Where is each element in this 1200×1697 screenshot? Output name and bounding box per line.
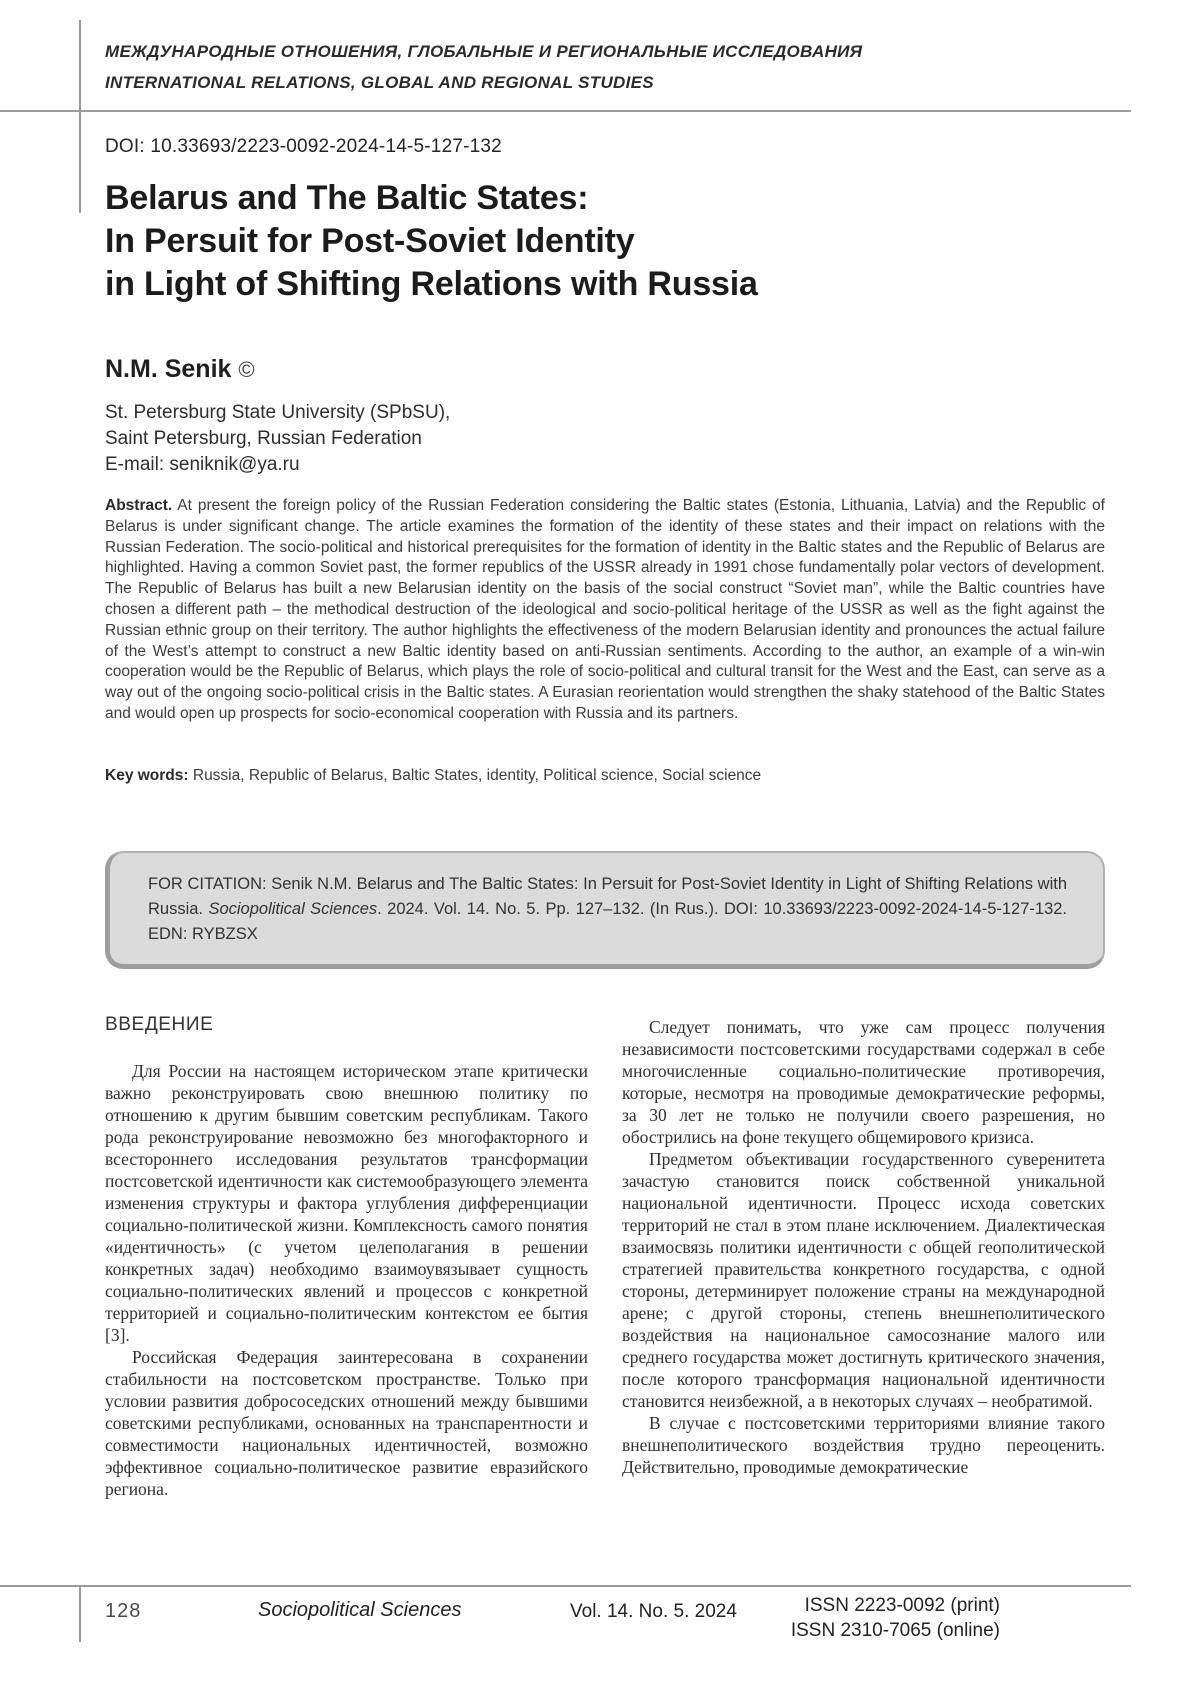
keywords-block bbox=[105, 767, 1105, 785]
article-title-line2: In Persuit for Post-Soviet Identity bbox=[105, 222, 635, 260]
introduction-heading: ВВЕДЕНИЕ bbox=[105, 1014, 214, 1035]
article-title-line1: Belarus and The Baltic States: bbox=[105, 179, 589, 217]
abstract-text: At present the foreign policy of the Russian Federation considering the Baltic states (Estonia, Lithuania, Latvia) and the Republic of Belarus is under significant change. The article examines the formation of the identity of these states and their impact on relations with the Russian Federation. The socio-political and historical prerequisites for the formation of identity in the Baltic states and the Republic of Belarus are highlighted. Having a common Soviet past, the former republics of the USSR already in 1991 chose fundamentally polar vectors of development. The Republic of Belarus has built a new Belarusian identity on the basis of the social construct “Soviet man”, while the Baltic countries have chosen a different path – the methodical destruction of the ideological and socio-political heritage of the USSR as well as the fight against the Russian ethnic group on their territory. The author highlights the effectiveness of the modern Belarusian identity and pronounces the actual failure of the West’s attempt to construct a new Baltic identity based on anti-Russian sentiments. According to the author, an example of a win-win cooperation would be the Republic of Belarus, which plays the role of socio-political and cultural transit for the West and the East, can serve as a way out of the ongoing socio-political crisis in the Baltic states. A Eurasian reorientation would strengthen the shaky statehood of the Baltic States and would open up prospects for socio-economical cooperation with Russia and its partners. bbox=[105, 497, 1105, 722]
body-paragraph: В случае с постсоветскими территориями влияние такого внешнеполитического воздействия трудно переоценить. Действительно, проводимые демократические bbox=[622, 1413, 1105, 1477]
footer-volume-info: Vol. 14. No. 5. 2024 bbox=[570, 1601, 737, 1622]
citation-journal-name: Sociopolitical Sciences bbox=[208, 900, 378, 918]
author-name bbox=[105, 355, 255, 384]
for-citation-box bbox=[105, 851, 1105, 969]
keywords-label: Key words: bbox=[105, 767, 189, 784]
header-vertical-rule bbox=[79, 20, 81, 213]
body-paragraph: Следует понимать, что уже сам процесс получения независимости постсоветскими государствами содержал в себе многочисленные социально-политические противоречия, которые, несмотря на проводимые демократические реформы, за 30 лет не только не получили своего разрешения, но обострились на фоне текущего общемирового кризиса. bbox=[622, 1017, 1105, 1147]
keywords-text: Russia, Republic of Belarus, Baltic States, identity, Political science, Social science bbox=[188, 767, 762, 784]
header-horizontal-rule bbox=[0, 110, 1131, 112]
body-paragraph: Предметом объективации государственного суверенитета зачастую становится поиск собственной уникальной национальной идентичности. Процесс исхода советских территорий не стал в этом плане исключением. Диалектическая взаимосвязь политики идентичности с общей геополитической стратегией правительства конкретного государства, с одной стороны, детерминирует положение страны на международной арене; с другой стороны, степень внешнеполитического воздействия на национальное самосознание малого или среднего государства может достигнуть критического значения, после которого трансформация национальной идентичности становится неизбежной, а в некоторых случаях – необратимой. bbox=[622, 1149, 1105, 1411]
author-email: E-mail: seniknik@ya.ru bbox=[105, 454, 300, 475]
footer-vertical-rule bbox=[79, 1585, 81, 1642]
author-affiliation bbox=[105, 400, 450, 452]
author-name-text: N.M. Senik bbox=[105, 355, 232, 383]
copyright-symbol: © bbox=[238, 357, 255, 382]
body-paragraph: Российская Федерация заинтересована в сохранении стабильности на постсоветском пространстве. Только при условии развития добрососедских отношений между бывшими советскими республиками, основанных на транспарентности и совместимости национальных идентичностей, возможно эффективное социально-политическое развитие евразийского региона. bbox=[105, 1347, 588, 1499]
body-paragraph: Для России на настоящем историческом этапе критически важно реконструировать свою внешнюю политику по отношению к другим бывшим советским республикам. Такого рода реконструирование невозможно без многофакторного и всестороннего исследования результатов трансформации постсоветской идентичности как системообразующего элемента изменения структуры и фактора углубления дифференциации социально-политической жизни. Комплексность самого понятия «идентичность» (с учетом целеполагания в решении конкретных задач) необходимо взаимоувязывает сущность социально-политических явлений и процессов с конкретной территорией и социально-политическим контекстом ее бытия [3]. bbox=[105, 1061, 588, 1345]
abstract-label: Abstract. bbox=[105, 497, 173, 514]
affiliation-line1: St. Petersburg State University (SPbSU), bbox=[105, 402, 451, 423]
left-column bbox=[105, 1014, 588, 1500]
article-title-line3: in Light of Shifting Relations with Russia bbox=[105, 265, 758, 303]
footer-issn-block bbox=[760, 1594, 1000, 1643]
footer-issn-online: ISSN 2310-7065 (online) bbox=[790, 1619, 1000, 1641]
footer-journal-name: Sociopolitical Sciences bbox=[258, 1599, 462, 1621]
journal-section-title-en: INTERNATIONAL RELATIONS, GLOBAL AND REGIONAL STUDIES bbox=[105, 73, 654, 92]
article-title bbox=[105, 177, 1115, 306]
affiliation-line2: Saint Petersburg, Russian Federation bbox=[105, 428, 422, 449]
citation-part2: . 2024. Vol. 14. No. 5. Pp. 127–132. (In Rus.). DOI: 10.33693/2223-0092-2024-14-5-127-132. EDN: RYBZSX bbox=[148, 900, 1068, 943]
footer-page-number: 128 bbox=[105, 1600, 142, 1622]
footer-horizontal-rule bbox=[0, 1585, 1131, 1587]
introduction-columns bbox=[105, 1014, 1105, 1500]
doi-text: DOI: 10.33693/2223-0092-2024-14-5-127-132 bbox=[105, 136, 502, 157]
abstract-block bbox=[105, 496, 1105, 725]
right-column bbox=[622, 1014, 1105, 1500]
citation-part1: FOR CITATION: Senik N.M. Belarus and The Baltic States: In Persuit for Post-Soviet Identity in Light of Shifting Relations with Russia. bbox=[148, 875, 1067, 918]
footer-issn-print: ISSN 2223-0092 (print) bbox=[804, 1595, 1000, 1616]
journal-section-header bbox=[105, 36, 1105, 98]
journal-section-title-ru: МЕЖДУНАРОДНЫЕ ОТНОШЕНИЯ, ГЛОБАЛЬНЫЕ И РЕГИОНАЛЬНЫЕ ИССЛЕДОВАНИЯ bbox=[105, 42, 863, 61]
